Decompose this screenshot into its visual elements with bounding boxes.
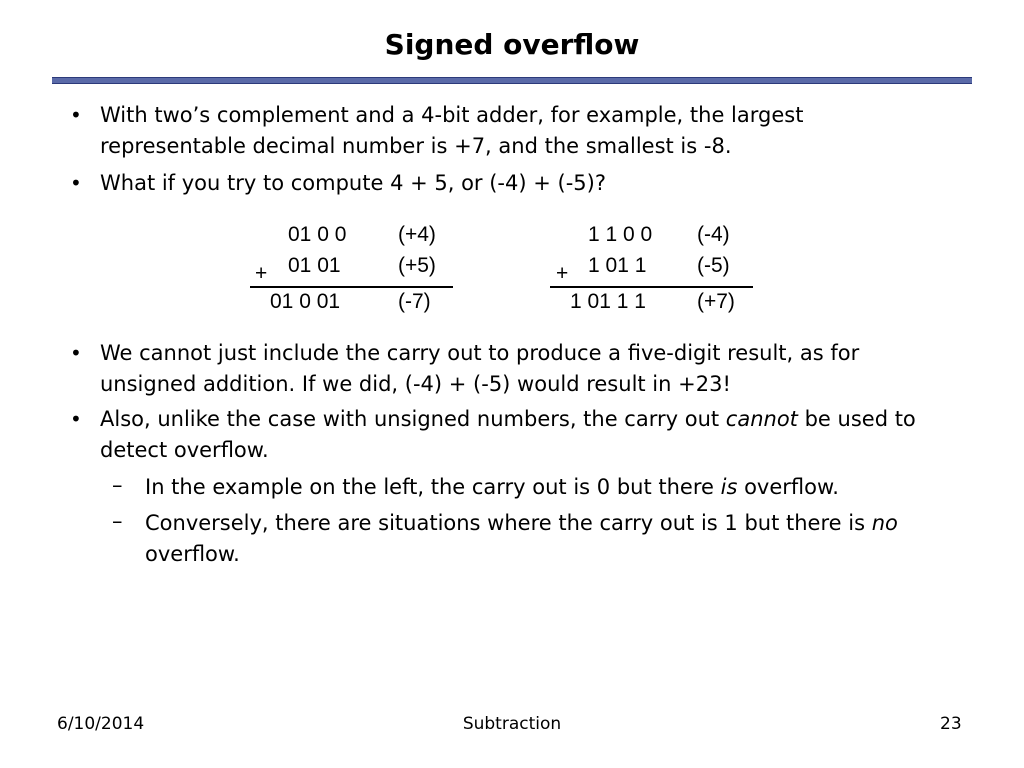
addition-example-right [550, 220, 760, 320]
footer-date: 6/10/2014 [57, 714, 145, 734]
sub-bullet-1 [112, 472, 962, 503]
sub-bullet-2 [112, 508, 962, 570]
operand-1-value: (-4) [697, 223, 730, 246]
bullet-text-segment: overflow. [145, 542, 240, 566]
bullet-marker: • [70, 171, 82, 195]
bullet-text-segment: We cannot just include the carry out to produce a five-digit result, as for unsigned addition. If we did, (-4) + (-5) would result in +23! [100, 341, 860, 396]
operand-2-value: (+5) [398, 254, 436, 277]
bullet-text-segment: be used to detect overflow. [100, 407, 916, 462]
bullet-text-segment: Conversely, there are situations where the carry out is 1 but there is [145, 511, 872, 535]
result-bits: 1 01 1 1 [570, 290, 646, 313]
result-value: (+7) [697, 290, 735, 313]
emphasis-text: no [871, 511, 898, 535]
sub-bullet-marker: – [112, 473, 123, 497]
bullet-3 [70, 338, 950, 400]
addition-example-left [250, 220, 460, 320]
bullet-text [100, 404, 950, 466]
bullet-2 [70, 168, 950, 199]
emphasis-text: is [720, 475, 738, 499]
emphasis-text: cannot [725, 407, 798, 431]
bullet-text-segment: In the example on the left, the carry out is 0 but there [145, 475, 721, 499]
bullet-1 [70, 100, 950, 162]
bullet-marker: • [70, 103, 82, 127]
operand-1-bits: 01 0 0 [288, 223, 347, 246]
bullet-text-segment: Also, unlike the case with unsigned numbers, the carry out [100, 407, 726, 431]
operand-2-value: (-5) [697, 254, 730, 277]
bullet-4 [70, 404, 950, 466]
operand-1-bits: 1 1 0 0 [588, 223, 653, 246]
sum-line [250, 286, 453, 288]
sub-bullet-marker: – [112, 509, 123, 533]
title-underline [52, 77, 972, 84]
result-bits: 01 0 01 [270, 290, 341, 313]
footer-topic: Subtraction [462, 714, 562, 734]
operand-1-value: (+4) [398, 223, 436, 246]
bullet-text-segment: With two’s complement and a 4-bit adder, for example, the largest representable decimal number is +7, and the smallest is -8. [100, 103, 804, 158]
bullet-text-segment: overflow. [737, 475, 839, 499]
result-value: (-7) [398, 290, 431, 313]
bullet-text-segment: What if you try to compute 4 + 5, or (-4) + (-5)? [100, 171, 606, 195]
bullet-text [100, 338, 950, 400]
operator-plus: + [255, 262, 268, 285]
bullet-marker: • [70, 407, 82, 431]
operand-2-bits: 1 01 1 [588, 254, 647, 277]
slide-title: Signed overflow [384, 28, 640, 61]
operator-plus: + [556, 262, 569, 285]
bullet-marker: • [70, 341, 82, 365]
sub-bullet-text [145, 472, 960, 503]
bullet-text [100, 100, 950, 162]
footer-page-number: 23 [940, 714, 962, 734]
sub-bullet-text [145, 508, 960, 570]
sum-line [550, 286, 753, 288]
operand-2-bits: 01 01 [288, 254, 341, 277]
bullet-text [100, 168, 950, 199]
